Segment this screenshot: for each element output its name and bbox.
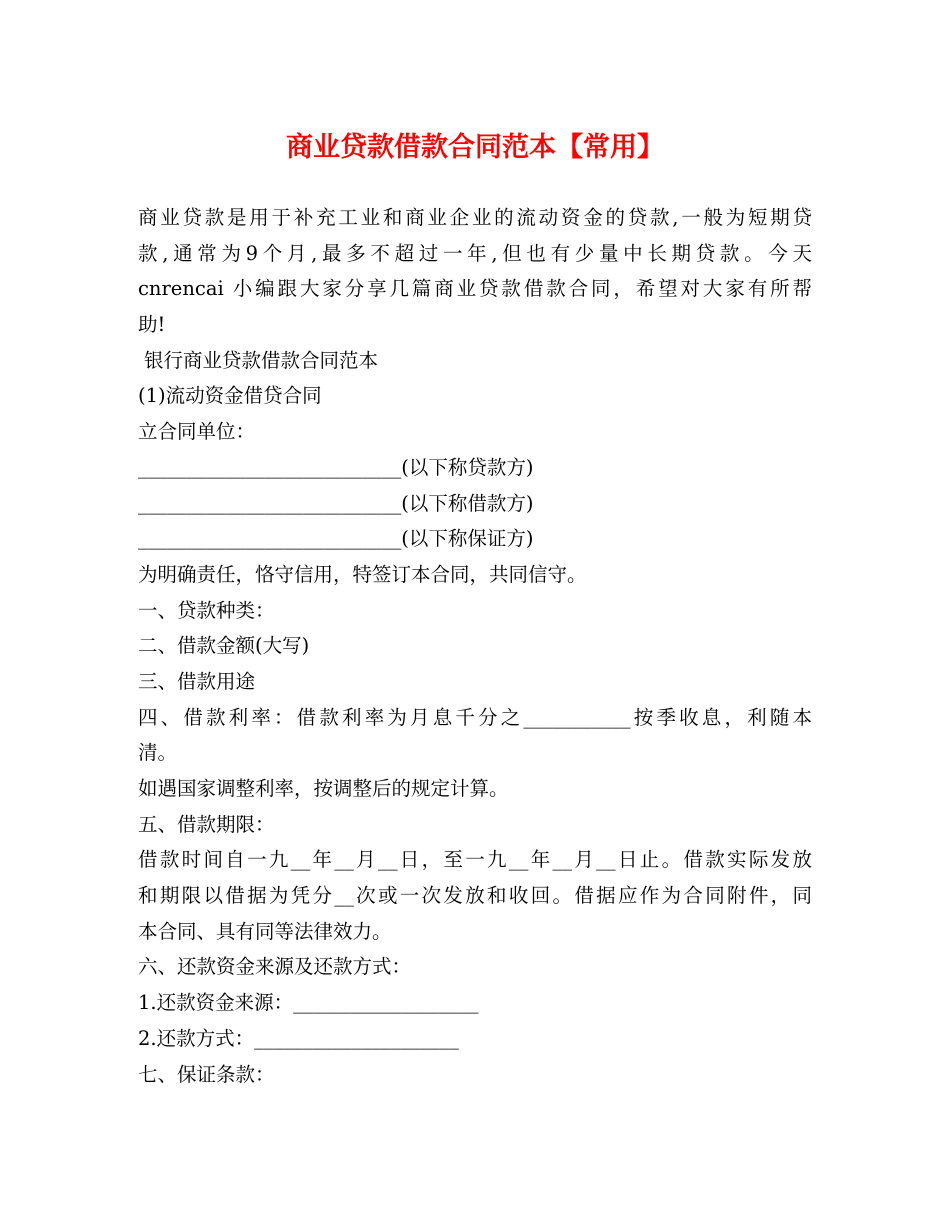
clause-line: 四、借款利率：借款利率为月息千分之___________按季收息，利随本 (138, 705, 812, 729)
clause-heading: 六、还款资金来源及还款方式： (138, 955, 412, 979)
repayment-source-line: 1.还款资金来源：___________________ (138, 991, 479, 1015)
paragraph-line: 商业贷款是用于补充工业和商业企业的流动资金的贷款,一般为短期贷 (138, 206, 812, 229)
clause-heading: 二、借款金额(大写) (138, 634, 310, 658)
paragraph-line: 助! (138, 313, 166, 337)
paragraph-line: 为明确责任，恪守信用，特签订本合同，共同信守。 (138, 562, 587, 586)
clause-line: 借款时间自一九__年__月__日，至一九__年__月__日止。借款实际发放 (138, 848, 812, 872)
paragraph-line: cnrencai 小编跟大家分享几篇商业贷款借款合同，希望对大家有所帮 (138, 277, 812, 301)
paragraph-line: 如遇国家调整利率，按调整后的规定计算。 (138, 777, 509, 800)
clause-heading: 一、贷款种类： (138, 598, 275, 622)
clause-line: 和期限以借据为凭分__次或一次发放和收回。借据应作为合同附件，同 (138, 884, 812, 908)
paragraph-line: 款,通常为9个月,最多不超过一年,但也有少量中长期贷款。今天 (138, 241, 812, 265)
contract-parties-label: 立合同单位： (138, 420, 256, 444)
document-title: 商业贷款借款合同范本【常用】 (286, 132, 664, 163)
document-body (138, 200, 812, 1092)
clause-line: 清。 (138, 741, 178, 765)
borrower-blank-line: ___________________________(以下称借款方) (138, 491, 534, 515)
subsection-heading: (1)流动资金借贷合同 (138, 384, 322, 408)
lender-blank-line: ___________________________(以下称贷款方) (138, 455, 534, 479)
clause-heading: 三、借款用途 (138, 669, 256, 693)
clause-heading: 七、保证条款： (138, 1062, 275, 1086)
guarantor-blank-line: ___________________________(以下称保证方) (138, 527, 534, 551)
repayment-method-line: 2.还款方式：_____________________ (138, 1026, 459, 1050)
clause-heading: 五、借款期限： (138, 812, 275, 836)
clause-line: 本合同、具有同等法律效力。 (138, 919, 392, 943)
section-heading: 银行商业贷款借款合同范本 (144, 348, 379, 372)
